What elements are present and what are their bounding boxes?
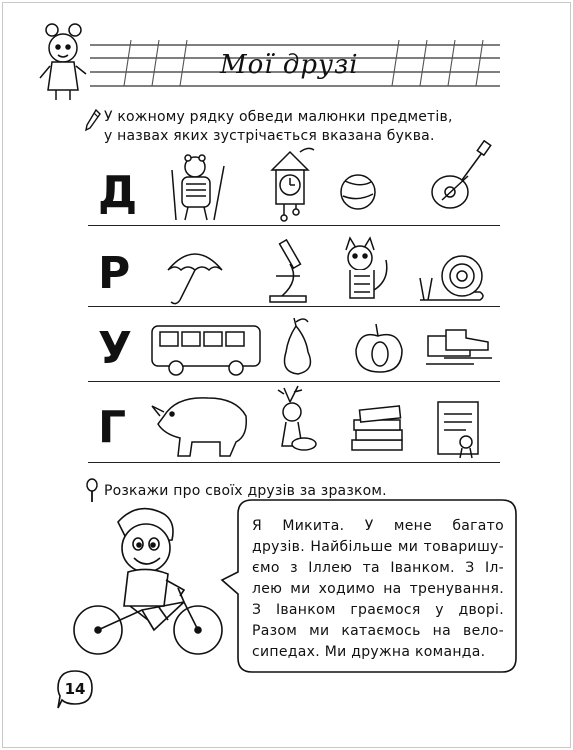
bubble-line: Я Микита. У мене багато [252,518,504,534]
skates-icon [426,330,492,364]
row-letter-h: Г [98,402,127,453]
ball-icon [341,175,375,209]
snail-icon [420,256,483,300]
instruction-line-2: у назвах яких зустрічається вказана буква. [104,128,435,144]
bubble-line: друзів. Найбільше ми товаришу- [252,539,504,555]
instruction-line-1: У кожному рядку обведи малюнки предметів, [104,109,453,125]
pear-icon [285,318,311,374]
microphone-icon [84,478,100,504]
books-icon [352,406,402,450]
instruction-line-3: Розкажи про своїх друзів за зразком. [104,483,387,499]
bubble-line: ємо з Іллею та Іванком. З Іл- [252,560,504,576]
deer-icon [278,386,316,450]
bubble-line: Разом ми катаємось на вело- [252,623,504,639]
mandolin-icon [432,141,491,208]
boy-bicycle-icon [68,502,234,662]
page-number: 14 [64,680,86,698]
speech-bubble-text [252,516,504,663]
girl-mascot-icon [40,24,86,100]
rhinoceros-icon [152,398,246,456]
pencil-icon [84,108,102,132]
row-letter-r: Р [98,248,131,299]
microscope-icon [270,240,306,302]
bubble-line: лею ми ходимо на тренування. [252,581,504,597]
bubble-line: З Іванком граємося у дворі. [252,602,504,618]
bus-icon [152,326,260,375]
umbrella-icon [168,254,222,304]
bubble-line: сипедах. Ми дружна команда. [252,644,486,660]
cat-icon [346,238,387,298]
row-letter-d: Д [98,167,138,218]
row-letter-u: У [98,323,132,374]
bear-skier-icon [172,155,224,220]
apple-icon [356,324,402,372]
cuckoo-clock-icon [272,148,314,221]
diploma-icon [438,402,478,458]
page-title: Мої друзі [220,50,359,80]
picture-grid [0,140,573,470]
